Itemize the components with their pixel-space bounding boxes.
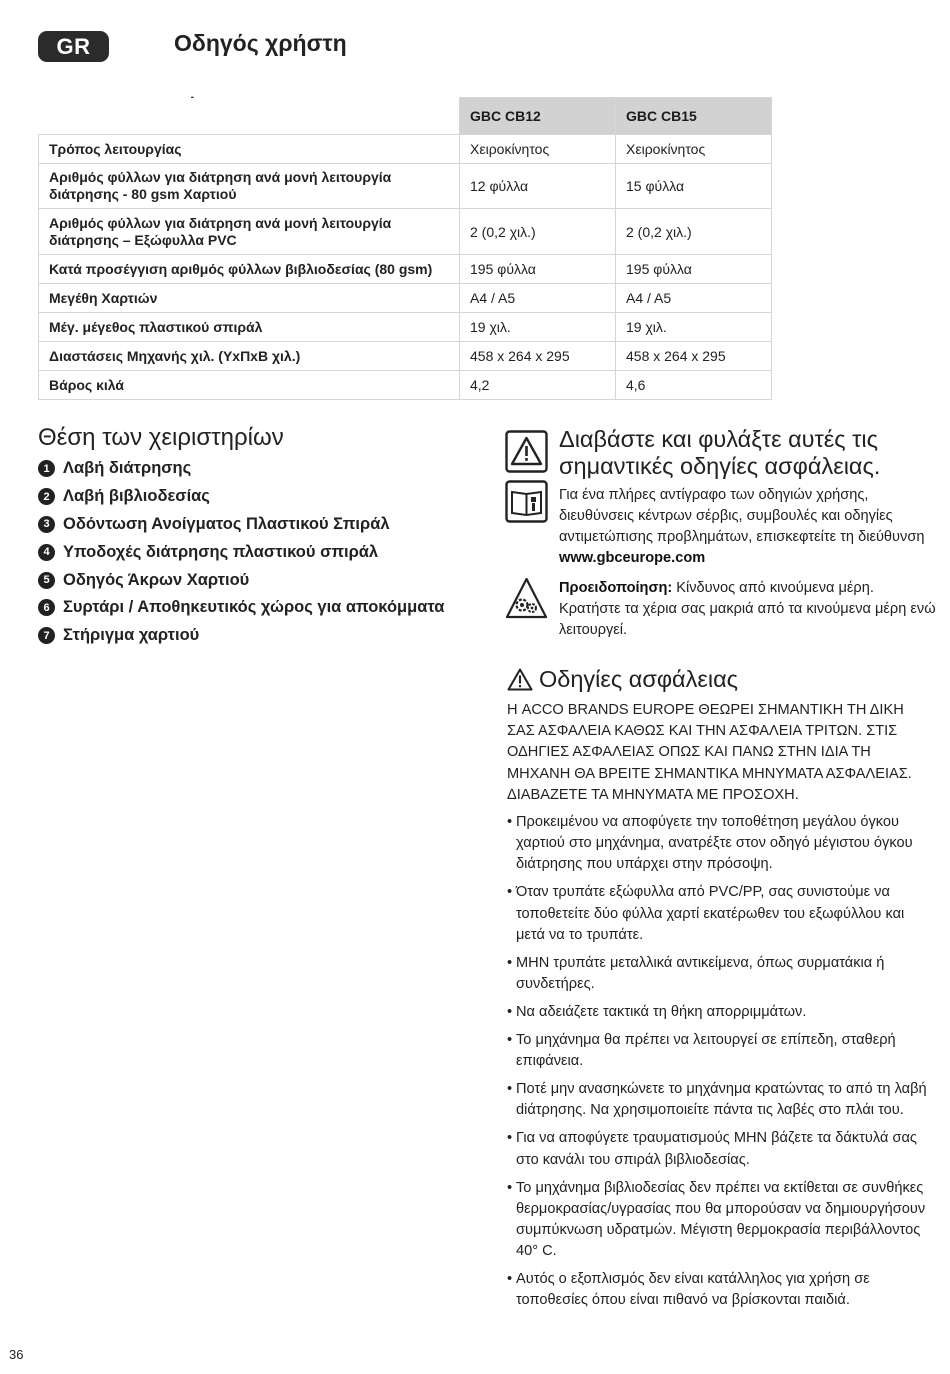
item-number-badge: 3 (38, 516, 55, 533)
manual-info-text: Για ένα πλήρες αντίγραφο των οδηγιών χρήσης, διευθύνσεις κέντρων σέρβις, συμβουλές και οδηγίες αντιμετώπισης προβλημάτων, επισκεφτείτε τη διεύθυνση (559, 487, 925, 545)
table-header-blank (39, 98, 460, 135)
item-label: Υποδοχές διάτρησης πλαστικού σπιράλ (63, 542, 379, 561)
read-manual-icon (505, 480, 548, 523)
row-value-cb15: 4,6 (616, 371, 772, 400)
row-value-cb12: 458 x 264 x 295 (460, 342, 616, 371)
row-value-cb15: 195 φύλλα (616, 255, 772, 284)
table-header-row (39, 98, 772, 135)
row-value-cb12: Χειροκίνητος (460, 135, 616, 164)
website-url: www.gbceurope.com (559, 550, 706, 566)
document-title: Οδηγός χρήστη (174, 30, 347, 56)
list-item (38, 622, 444, 650)
warning-label: Προειδοποίηση: (559, 580, 673, 596)
warning-text: Κίνδυνος από κινούμενα μέρη. Κρατήστε τα χέρια σας μακριά από τα κινούμενα μέρη ενώ λειτουργεί. (559, 580, 936, 638)
moving-parts-warning-icon (505, 576, 548, 622)
item-label: Λαβή διάτρησης (63, 459, 192, 478)
item-label: Οδηγός Άκρων Χαρτιού (63, 570, 250, 589)
list-item: • Το μηχάνημα βιβλιοδεσίας δεν πρέπει να εκτίθεται σε συνθήκες θερμοκρασίας/υγρασίας που θα μπορούσαν να δημιουργήσουν συμπύκνωση υδρατμών. Μέγιστη θερμοκρασία περιβάλλοντος 40° C. (507, 1178, 932, 1263)
table-row (39, 255, 772, 284)
item-label: Οδόντωση Ανοίγματος Πλαστικού Σπιράλ (63, 514, 390, 533)
row-value-cb15: 458 x 264 x 295 (616, 342, 772, 371)
safety-bullet-list (507, 812, 932, 1318)
row-value-cb12: A4 / A5 (460, 284, 616, 313)
row-label: Αριθμός φύλλων για διάτρηση ανά μονή λειτουργία διάτρησης - 80 gsm Χαρτιού (39, 164, 460, 209)
read-and-keep-heading: Διαβάστε και φυλάξτε αυτές τις σημαντικές οδηγίες ασφάλειας. (559, 426, 881, 479)
table-row (39, 342, 772, 371)
list-item: • Για να αποφύγετε τραυματισμούς ΜΗΝ βάζετε τα δάκτυλά σας στο κανάλι του σπιράλ βιβλιοδεσίας. (507, 1128, 932, 1170)
list-item: • ΜΗΝ τρυπάτε μεταλλικά αντικείμενα, όπως συρματάκια ή συνδετήρες. (507, 953, 932, 995)
warning-triangle-icon (507, 668, 533, 691)
page-number: 36 (9, 1347, 24, 1362)
moving-parts-warning-paragraph (559, 578, 939, 641)
safety-heading (507, 666, 738, 693)
table-row (39, 313, 772, 342)
item-label: Συρτάρι / Αποθηκευτικός χώρος για αποκόμματα (63, 598, 445, 617)
table-row (39, 164, 772, 209)
list-item: • Ποτέ μην ανασηκώνετε το μηχάνημα κρατώντας το από τη λαβή diάτρησης. Να χρησιμοποιείτε πάντα τις λαβές στο πλάι του. (507, 1079, 932, 1121)
row-label: Βάρος κιλά (39, 371, 460, 400)
warning-triangle-icon (505, 430, 548, 473)
row-label: Μέγ. μέγεθος πλαστικού σπιράλ (39, 313, 460, 342)
item-number-badge: 2 (38, 488, 55, 505)
specifications-table (38, 97, 772, 400)
controls-list (38, 455, 444, 650)
table-row (39, 371, 772, 400)
item-number-badge: 4 (38, 544, 55, 561)
list-item (38, 455, 444, 483)
table-row (39, 209, 772, 255)
row-label: Διαστάσεις Μηχανής χιλ. (ΥxΠxΒ χιλ.) (39, 342, 460, 371)
table-row (39, 284, 772, 313)
language-badge: GR (38, 31, 109, 62)
manual-info-paragraph (559, 485, 939, 569)
row-value-cb12: 4,2 (460, 371, 616, 400)
list-item: • Να αδειάζετε τακτικά τη θήκη απορριμμάτων. (507, 1002, 932, 1023)
row-label: Μεγέθη Χαρτιών (39, 284, 460, 313)
column-header-cb15: GBC CB15 (616, 98, 772, 135)
row-label: Κατά προσέγγιση αριθμός φύλλων βιβλιοδεσίας (80 gsm) (39, 255, 460, 284)
safety-heading-text: Οδηγίες ασφάλειας (539, 666, 739, 692)
list-item: • Αυτός ο εξοπλισμός δεν είναι κατάλληλος για χρήση σε τοποθεσίες όπου είναι πιθανό να βρίσκονται παιδιά. (507, 1269, 932, 1311)
row-label: Τρόπος λειτουργίας (39, 135, 460, 164)
item-number-badge: 5 (38, 572, 55, 589)
item-label: Στήριγμα χαρτιού (63, 626, 200, 645)
item-number-badge: 7 (38, 627, 55, 644)
item-label: Λαβή βιβλιοδεσίας (63, 487, 210, 506)
row-value-cb12: 2 (0,2 χιλ.) (460, 209, 616, 255)
item-number-badge: 6 (38, 599, 55, 616)
controls-heading: Θέση των χειριστηρίων (38, 424, 284, 451)
row-value-cb15: A4 / A5 (616, 284, 772, 313)
row-value-cb15: 19 χιλ. (616, 313, 772, 342)
row-value-cb15: 15 φύλλα (616, 164, 772, 209)
column-header-cb12: GBC CB12 (460, 98, 616, 135)
row-label: Αριθμός φύλλων για διάτρηση ανά μονή λειτουργία διάτρησης – Εξώφυλλα PVC (39, 209, 460, 255)
list-item (38, 594, 444, 622)
row-value-cb15: 2 (0,2 χιλ.) (616, 209, 772, 255)
row-value-cb12: 12 φύλλα (460, 164, 616, 209)
list-item: • Προκειμένου να αποφύγετε την τοποθέτηση μεγάλου όγκου χαρτιού στο μηχάνημα, ανατρέξτε στον οδηγό μέγιστου όγκου διάτρησης που υπάρχει στην πρόσοψη. (507, 812, 932, 876)
row-value-cb12: 19 χιλ. (460, 313, 616, 342)
list-item: • Το μηχάνημα θα πρέπει να λειτουργεί σε επίπεδη, σταθερή επιφάνεια. (507, 1030, 932, 1072)
row-value-cb15: Χειροκίνητος (616, 135, 772, 164)
item-number-badge: 1 (38, 460, 55, 477)
table-row (39, 135, 772, 164)
list-item: • Όταν τρυπάτε εξώφυλλα από PVC/PP, σας συνιστούμε να τοποθετείτε δύο φύλλα χαρτί εκατέρωθεν του εξωφύλλου και μετά να το τρυπάτε. (507, 882, 932, 946)
list-item (38, 483, 444, 511)
row-value-cb12: 195 φύλλα (460, 255, 616, 284)
list-item (38, 511, 444, 539)
list-item (38, 566, 444, 594)
list-item (38, 538, 444, 566)
safety-intro-paragraph: Η ACCO BRANDS EUROPE ΘΕΩΡΕΙ ΣΗΜΑΝΤΙΚΗ ΤΗ ΔΙΚΗ ΣΑΣ ΑΣΦΑΛΕΙΑ ΚΑΘΩΣ ΚΑΙ ΤΗΝ ΑΣΦΑΛΕΙΑ ΤΡΙΤΩΝ. ΣΤΙΣ ΟΔΗΓΙΕΣ ΑΣΦΑΛΕΙΑΣ ΟΠΩΣ ΚΑΙ ΠΑΝΩ ΣΤΗΝ ΙΔΙΑ ΤΗ ΜΗΧΑΝΗ ΘΑ ΒΡΕΙΤΕ ΣΗΜΑΝΤΙΚΑ ΜΗΝΥΜΑΤΑ ΑΣΦΑΛΕΙΑΣ. ΔΙΑΒΑΖΕΤΕ ΤΑ ΜΗΝΥΜΑΤΑ ΜΕ ΠΡΟΣΟΧΗ. (507, 702, 912, 803)
